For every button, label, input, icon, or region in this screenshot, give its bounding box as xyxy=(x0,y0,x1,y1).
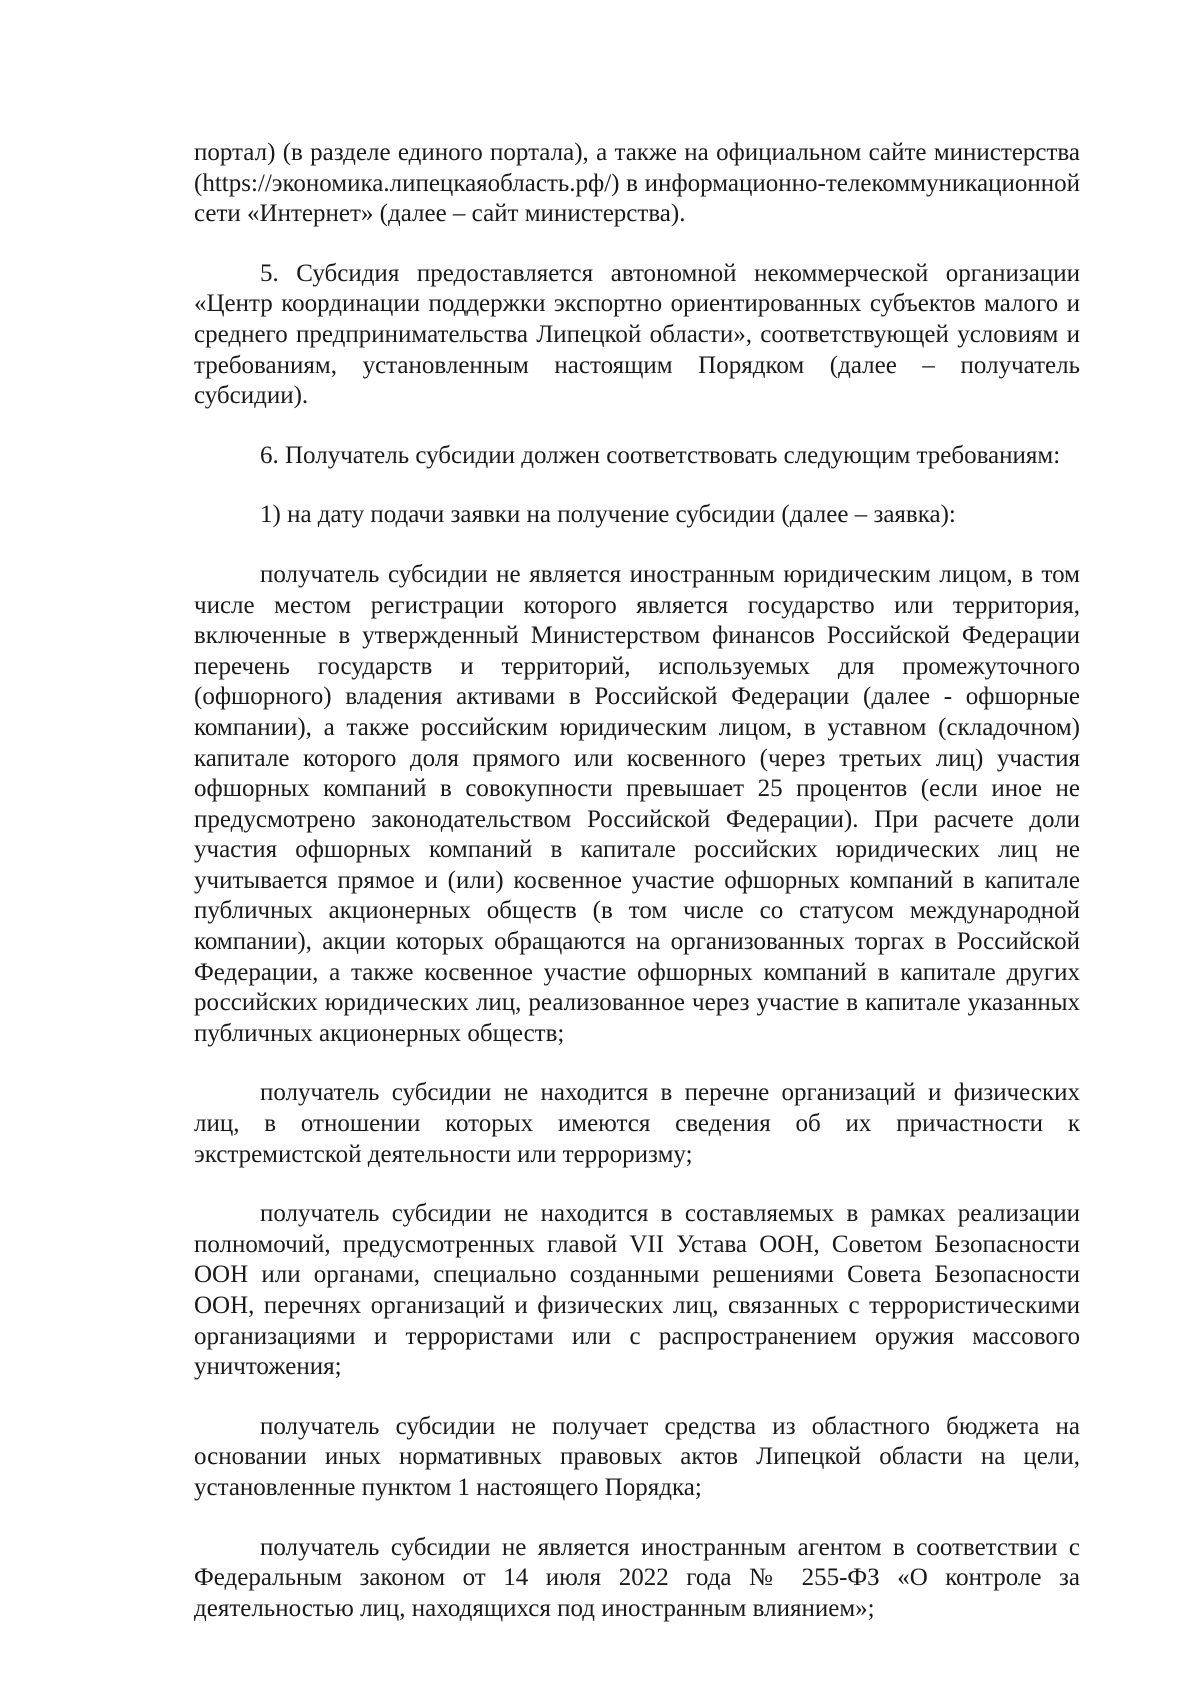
paragraph-foreign-agent-requirement: получатель субсидии не является иностранным агентом в соответствии с Федеральным законом от 14 июля 2022 года № 255-ФЗ «О контроле за деятельностью лиц, находящихся под иностранным влиянием»; xyxy=(194,1533,1080,1622)
paragraph-offshore-requirement: получатель субсидии не является иностранным юридическим лицом, в том числе местом регистрации которого является государство или территория, включенные в утвержденный Министерством финансов Российской Федерации перечень государств и территорий, используемых для промежуточного (офшорного) владения активами в Российской Федерации (далее - офшорные компании), а также российским юридическим лицом, в уставном (складочном) капитале которого доля прямого или косвенного (через третьих лиц) участия офшорных компаний в совокупности превышает 25 процентов (если иное не предусмотрено законодательством Российской Федерации). При расчете доли участия офшорных компаний в капитале российских юридических лиц не учитывается прямое и (или) косвенное участие офшорных компаний в капитале публичных акционерных обществ (в том числе со статусом международной компании), акции которых обращаются на организованных торгах в Российской Федерации, а также косвенное участие офшорных компаний в капитале других российских юридических лиц, реализованное через участие в капитале указанных публичных акционерных обществ; xyxy=(194,560,1080,1047)
paragraph-item-6-1: 1) на дату подачи заявки на получение субсидии (далее – заявка): xyxy=(260,501,956,529)
paragraph-un-sanctions-requirement: получатель субсидии не находится в составляемых в рамках реализации полномочий, предусмотренных главой VII Устава ООН, Советом Безопасности ООН или органами, специально созданными решениями Совета Безопасности ООН, перечнях организаций и физических лиц, связанных с террористическими организациями и террористами или с распространением оружия массового уничтожения; xyxy=(194,1200,1080,1381)
paragraph-budget-requirement: получатель субсидии не получает средства из областного бюджета на основании иных нормативных правовых актов Липецкой области на цели, установленные пунктом 1 настоящего Порядка; xyxy=(194,1412,1080,1501)
paragraph-item-5: 5. Субсидия предоставляется автономной некоммерческой организации «Центр координации поддержки экспортно ориентированных субъектов малого и среднего предпринимательства Липецкой области», соответствующей условиям и требованиям, установленным настоящим Порядком (далее – получатель субсидии). xyxy=(194,259,1080,410)
paragraph-item-6: 6. Получатель субсидии должен соответствовать следующим требованиям: xyxy=(260,441,1061,469)
document-body xyxy=(194,138,1080,1624)
paragraph-extremism-requirement: получатель субсидии не находится в перечне организаций и физических лиц, в отношении которых имеются сведения об их причастности к экстремистской деятельности или терроризму; xyxy=(194,1079,1080,1168)
paragraph-portal: портал) (в разделе единого портала), а также на официальном сайте министерства (https://экономика.липецкаяобласть.рф/) в информационно-телекоммуникационной сети «Интернет» (далее – сайт министерства). xyxy=(194,139,1080,228)
